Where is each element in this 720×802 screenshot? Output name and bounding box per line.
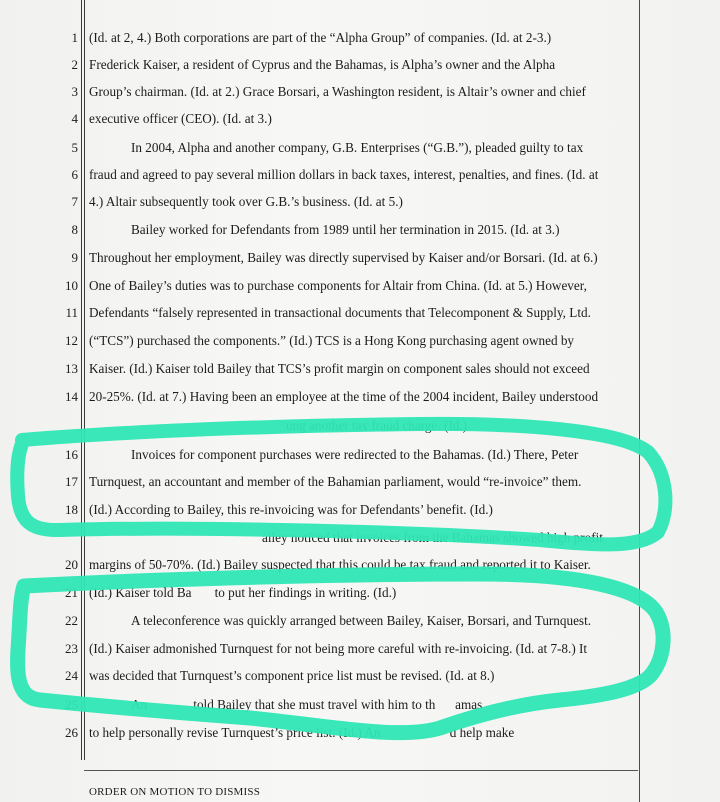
document-line: Group’s chairman. (Id. at 2.) Grace Borsari, a Washington resident, is Altair’s owner and chief <box>89 84 586 99</box>
document-line: fraud and agreed to pay several million dollars in back taxes, interest, penalties, and fines. (Id. at <box>89 167 599 182</box>
document-line-partial: ailey noticed that invoices from the Bahamas showed high profit <box>262 530 603 545</box>
line-number: 3 <box>71 84 78 99</box>
line-number: 2 <box>71 57 78 72</box>
highlight-loop-upper <box>17 424 665 545</box>
line-number: 10 <box>65 278 78 293</box>
line-number: 20 <box>65 557 78 572</box>
document-line: In 2004, Alpha and another company, G.B. Enterprises (“G.B.”), pleaded guilty to tax <box>131 140 584 155</box>
line-number: 6 <box>71 167 78 182</box>
line-number: 25 <box>65 697 78 712</box>
document-line: (Id.) According to Bailey, this re-invoicing was for Defendants’ benefit. (Id.) <box>89 502 493 517</box>
document-line: (Id.) Kaiser admonished Turnquest for not being more careful with re-invoicing. (Id. at 7-8.) It <box>89 641 588 656</box>
line-number: 13 <box>65 361 78 376</box>
document-line: (Id.) Kaiser told Ba to put her findings in writing. (Id.) <box>89 585 397 600</box>
highlight-loop-lower <box>18 574 664 733</box>
document-line: 4.) Altair subsequently took over G.B.’s business. (Id. at 5.) <box>89 194 403 209</box>
document-line: Turnquest, an accountant and member of the Bahamian parliament, would “re-invoice” them. <box>89 474 582 489</box>
document-line: An told Bailey that she must travel with him to th amas <box>131 697 483 712</box>
document-line: Defendants “falsely represented in transactional documents that Telecomponent & Supply, Ltd. <box>89 305 591 320</box>
line-number: 7 <box>71 194 78 209</box>
document-line: was decided that Turnquest’s component price list must be revised. (Id. at 8.) <box>89 668 495 683</box>
document-line: Frederick Kaiser, a resident of Cyprus and the Bahamas, is Alpha’s owner and the Alpha <box>89 57 556 72</box>
line-number: 8 <box>71 222 78 237</box>
line-number: 18 <box>65 502 78 517</box>
line-number: 14 <box>65 389 78 404</box>
line-number: 26 <box>65 725 78 740</box>
line-number: 12 <box>65 333 78 348</box>
document-line: (“TCS”) purchased the components.” (Id.) TCS is a Hong Kong purchasing agent owned by <box>89 333 575 348</box>
line-number: 1 <box>71 30 78 45</box>
document-line-partial: ung another tax fraud charge. (Id.) <box>286 418 468 433</box>
document-line: 20-25%. (Id. at 7.) Having been an employee at the time of the 2004 incident, Bailey understood <box>89 389 599 404</box>
document-line: One of Bailey’s duties was to purchase components for Altair from China. (Id. at 5.) However, <box>89 278 587 293</box>
document-line: Bailey worked for Defendants from 1989 until her termination in 2015. (Id. at 3.) <box>131 222 560 237</box>
document-line: Invoices for component purchases were redirected to the Bahamas. (Id.) There, Peter <box>131 447 579 462</box>
line-number: 17 <box>65 474 78 489</box>
document-line: Kaiser. (Id.) Kaiser told Bailey that TCS’s profit margin on component sales should not exceed <box>89 361 590 376</box>
line-number: 9 <box>71 250 78 265</box>
document-line: (Id. at 2, 4.) Both corporations are part of the “Alpha Group” of companies. (Id. at 2-3.) <box>89 30 552 45</box>
line-number: 21 <box>65 585 78 600</box>
document-line: executive officer (CEO). (Id. at 3.) <box>89 111 272 126</box>
line-number: 23 <box>65 641 78 656</box>
document-line: to help personally revise Turnquest’s price list. (Id.) An d help make <box>89 725 515 740</box>
document-line: A teleconference was quickly arranged between Bailey, Kaiser, Borsari, and Turnquest. <box>131 613 592 628</box>
document-footer: ORDER ON MOTION TO DISMISS <box>89 786 261 798</box>
document-line: Throughout her employment, Bailey was directly supervised by Kaiser and/or Borsari. (Id. at 6.) <box>89 250 598 265</box>
line-number: 5 <box>71 140 78 155</box>
line-number: 22 <box>65 613 78 628</box>
line-number: 4 <box>71 111 78 126</box>
line-number: 11 <box>65 305 78 320</box>
line-number: 24 <box>65 668 78 683</box>
line-number: 16 <box>65 447 78 462</box>
document-line: margins of 50-70%. (Id.) Bailey suspected that this could be tax fraud and reported it to Kaiser. <box>89 557 591 572</box>
